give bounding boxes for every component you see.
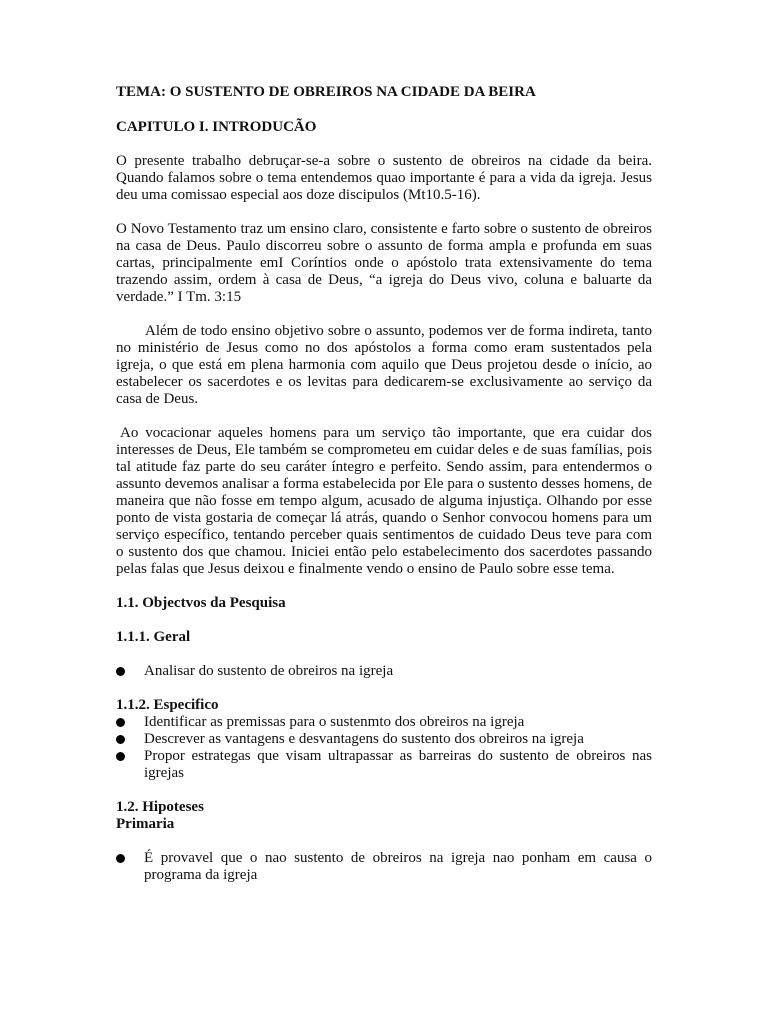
paragraph-intro: O presente trabalho debruçar-se-a sobre o sustento de obreiros na cidade da beira. Quando falamos sobre o tema entendemos quao importante é para a vida da igreja. Jesus deu uma comissao especial aos doze discipulos (Mt10.5-16). — [116, 153, 652, 203]
list-item — [116, 731, 652, 748]
list-item — [116, 663, 652, 680]
list-item-text: É provavel que o nao sustento de obreiros na igreja nao ponham em causa o programa da igreja — [144, 850, 652, 883]
paragraph-teaching: Além de todo ensino objetivo sobre o assunto, podemos ver de forma indireta, tanto no ministério de Jesus como no dos apóstolos a forma como eram sustentados pela igreja, o que está em plena harmonia com aquilo que Deus projetou desde o início, ao estabelecer os sacerdotes e os levitas para dedicarem-se exclusivamente ao serviço da casa de Deus. — [116, 323, 652, 407]
general-objectives-list — [116, 663, 652, 680]
paragraph-vocation: Ao vocacionar aqueles homens para um serviço tão importante, que era cuidar dos interesses de Deus, Ele também se comprometeu em cuidar deles e de suas famílias, pois tal atitude faz parte do seu caráter íntegro e perfeito. Sendo assim, para entendermos o assunto devemos analisar a forma estabelecida por Ele para o sustento desses homens, de maneira que não fosse em tempo algum, acusado de alguma injustiça. Olhando por esse ponto de vista gostaria de começar lá atrás, quando o Senhor convocou homens para um serviço específico, tentando perceber quais sentimentos de cuidado Deus teve para com o sustento dos que chamou. Iniciei então pelo estabelecimento dos sacerdotes passando pelas falas que Jesus deixou e finalmente vendo o ensino de Paulo sobre esse tema. — [116, 425, 652, 577]
bullet-icon — [116, 752, 125, 761]
bullet-icon — [116, 667, 125, 676]
list-item — [116, 748, 652, 782]
bullet-icon — [116, 854, 125, 863]
paragraph-new-testament: O Novo Testamento traz um ensino claro, consistente e farto sobre o sustento de obreiros na casa de Deus. Paulo discorreu sobre o assunto de forma ampla e profunda em suas cartas, principalmente emI Coríntios onde o apóstolo trata extensivamente do tema trazendo assim, ordem à casa de Deus, “a igreja do Deus vivo, coluna e baluarte da verdade.” I Tm. 3:15 — [116, 221, 652, 305]
specific-objectives-list — [116, 714, 652, 782]
bullet-icon — [116, 735, 125, 744]
primary-hypotheses-list — [116, 850, 652, 884]
section-specific-heading: 1.1.2. Especifico — [116, 697, 219, 713]
spacer — [116, 833, 652, 850]
document-title: TEMA: O SUSTENTO DE OBREIROS NA CIDADE DA BEIRA — [116, 84, 536, 100]
list-item — [116, 850, 652, 884]
section-objectives-heading: 1.1. Objectvos da Pesquisa — [116, 595, 286, 611]
document-page — [116, 84, 652, 901]
chapter-heading: CAPITULO I. INTRODUCÃO — [116, 119, 317, 135]
list-item-text: Identificar as premissas para o sustenmto dos obreiros na igreja — [144, 714, 525, 730]
list-item-text: Descrever as vantagens e desvantagens do sustento dos obreiros na igreja — [144, 731, 584, 747]
bullet-icon — [116, 718, 125, 727]
section-primary-heading: Primaria — [116, 816, 175, 832]
section-general-heading: 1.1.1. Geral — [116, 629, 191, 645]
list-item-text: Analisar do sustento de obreiros na igreja — [144, 663, 394, 679]
list-item — [116, 714, 652, 731]
list-item-text: Propor estrategas que visam ultrapassar as barreiras do sustento de obreiros nas igrejas — [144, 748, 652, 781]
section-hypotheses-heading: 1.2. Hipoteses — [116, 799, 204, 815]
